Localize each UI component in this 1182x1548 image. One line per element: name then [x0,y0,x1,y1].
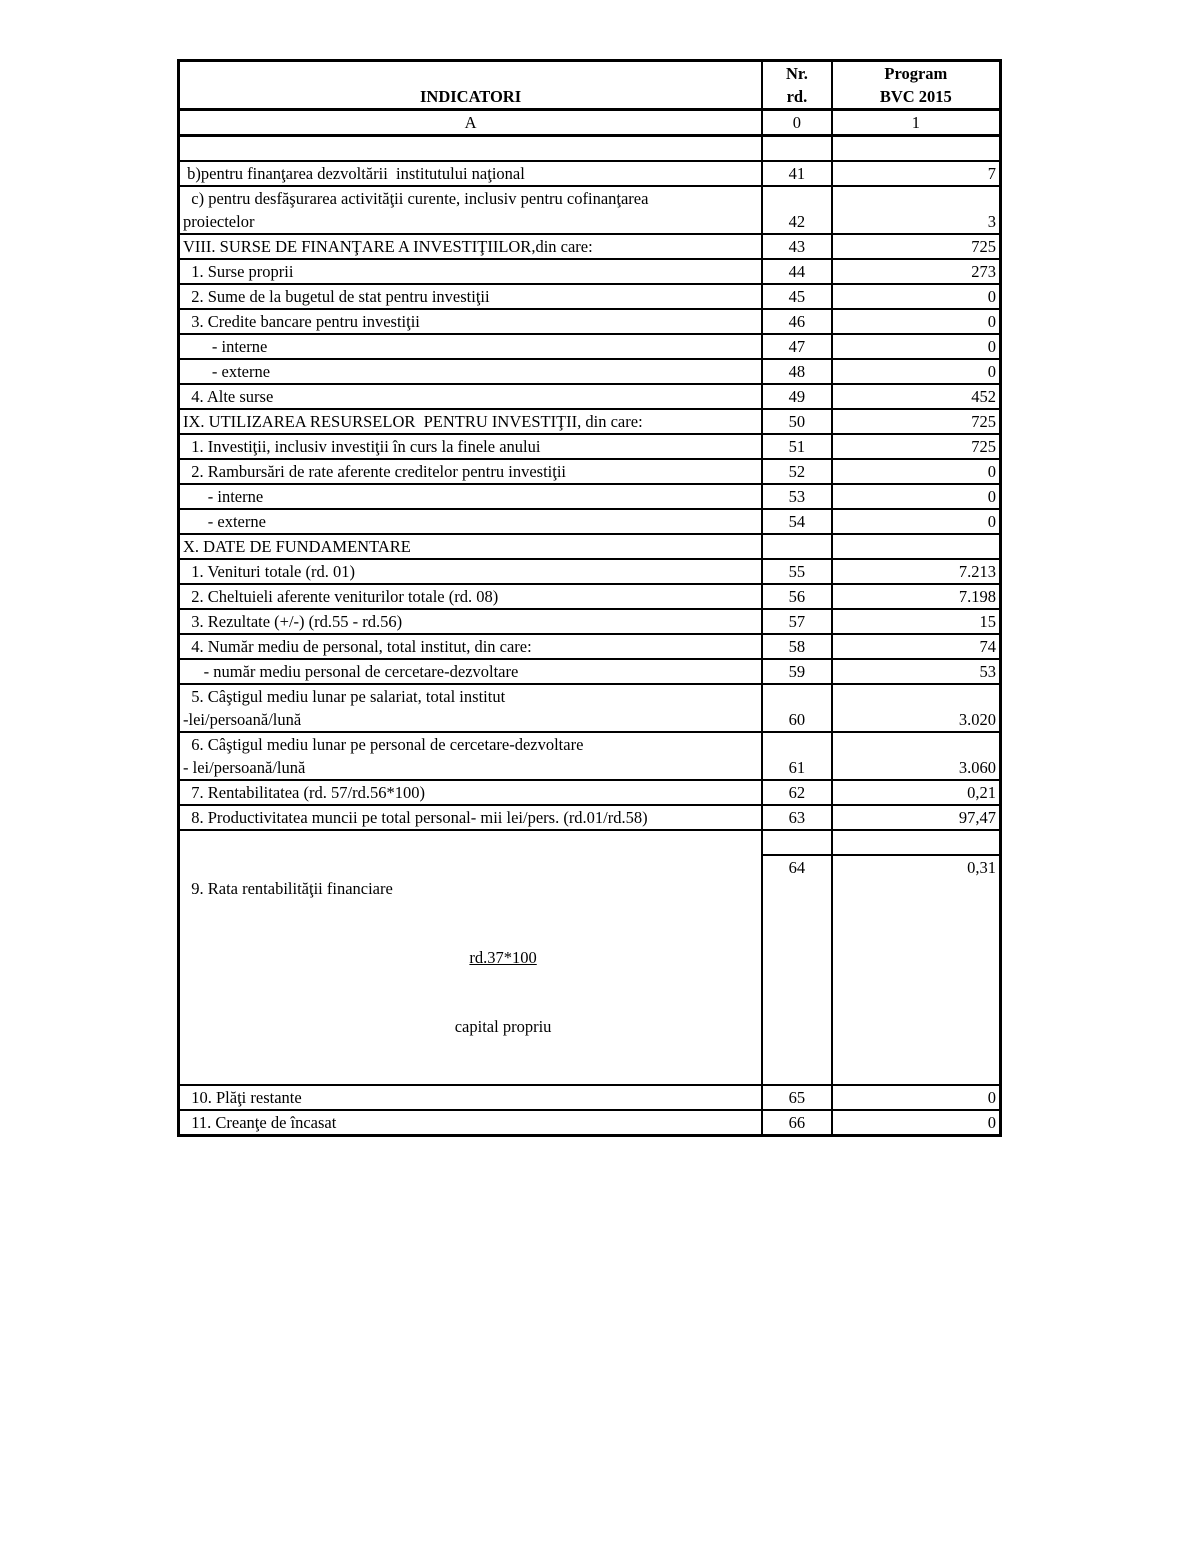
row-value: 7 [832,161,1001,186]
table-row [179,609,1001,634]
table-row [179,732,1001,780]
row-number [762,534,832,559]
row-number: 60 [762,684,832,732]
row-value: 0 [832,484,1001,509]
table-row [179,559,1001,584]
header-nr-rd: Nr. rd. [762,61,832,110]
row-value: 0 [832,509,1001,534]
table-row [179,534,1001,559]
row-number: 48 [762,359,832,384]
row-label: 4. Alte surse [179,384,763,409]
table-row [179,434,1001,459]
row-label: b)pentru finanţarea dezvoltării institutului naţional [179,161,763,186]
table-row [179,161,1001,186]
row-number: 62 [762,780,832,805]
row-value: 0 [832,359,1001,384]
row-number: 66 [762,1110,832,1136]
row-label: IX. UTILIZAREA RESURSELOR PENTRU INVESTIŢII, din care: [179,409,763,434]
table-row [179,259,1001,284]
row-label: - interne [179,334,763,359]
row-number: 51 [762,434,832,459]
row-number: 57 [762,609,832,634]
row-number: 64 [762,830,832,1085]
row-number: 46 [762,309,832,334]
row-label [179,830,763,1085]
row-value: 3.060 [832,732,1001,780]
row-number: 54 [762,509,832,534]
row-label: 5. Câştigul mediu lunar pe salariat, total institut -lei/persoană/lună [179,684,763,732]
row-label: X. DATE DE FUNDAMENTARE [179,534,763,559]
row-label: - număr mediu personal de cercetare-dezvoltare [179,659,763,684]
row-label: 2. Rambursări de rate aferente creditelor pentru investiţii [179,459,763,484]
row-label: 1. Investiţii, inclusiv investiţii în curs la finele anului [179,434,763,459]
row-value: 3.020 [832,684,1001,732]
row-number: 61 [762,732,832,780]
row-label: VIII. SURSE DE FINANŢARE A INVESTIŢIILOR,din care: [179,234,763,259]
row-value: 0 [832,1085,1001,1110]
row-number: 45 [762,284,832,309]
row-value: 97,47 [832,805,1001,830]
row-label: 10. Plăţi restante [179,1085,763,1110]
row-label: - externe [179,359,763,384]
row-value: 725 [832,234,1001,259]
row-label: 3. Credite bancare pentru investiţii [179,309,763,334]
row-number: 52 [762,459,832,484]
row-label: 7. Rentabilitatea (rd. 57/rd.56*100) [179,780,763,805]
row-label: 1. Surse proprii [179,259,763,284]
row-label: 3. Rezultate (+/-) (rd.55 - rd.56) [179,609,763,634]
row-value: 7.213 [832,559,1001,584]
header-indicatori: INDICATORI [179,61,763,110]
row-number: 53 [762,484,832,509]
column-letters-row [179,110,1001,136]
row-number: 55 [762,559,832,584]
row-number: 56 [762,584,832,609]
row-number: 42 [762,186,832,234]
row-value: 0 [832,459,1001,484]
table-row [179,186,1001,234]
row-label: 11. Creanţe de încasat [179,1110,763,1136]
row-label: 2. Sume de la bugetul de stat pentru investiţii [179,284,763,309]
header-program: Program BVC 2015 [832,61,1001,110]
row-value: 0,21 [832,780,1001,805]
fraction-denominator: capital propriu [454,1017,552,1036]
row-number: 58 [762,634,832,659]
spacer-cell [179,136,763,162]
row-label: 6. Câştigul mediu lunar pe personal de cercetare-dezvoltare - lei/persoană/lună [179,732,763,780]
table-row [179,309,1001,334]
table-row [179,780,1001,805]
row-number: 44 [762,259,832,284]
table-header-row [179,61,1001,110]
table-row [179,509,1001,534]
spacer-cell [832,136,1001,162]
table-row [179,1085,1001,1110]
row-number: 47 [762,334,832,359]
row-value: 725 [832,409,1001,434]
table-row [179,234,1001,259]
table-row [179,830,1001,1085]
column-letter-val: 1 [832,110,1001,136]
table-row [179,384,1001,409]
row-value: 725 [832,434,1001,459]
table-row [179,409,1001,434]
row-value: 0 [832,1110,1001,1136]
table-row [179,334,1001,359]
row-value: 273 [832,259,1001,284]
row-number: 49 [762,384,832,409]
table-row [179,459,1001,484]
row-value: 0,31 [832,830,1001,1085]
row-value [832,534,1001,559]
row-label: c) pentru desfăşurarea activităţii curente, inclusiv pentru cofinanţarea proiectelor [179,186,763,234]
column-letter-a: A [179,110,763,136]
row-label-line: 9. Rata rentabilităţii financiare [183,879,393,898]
row-value: 15 [832,609,1001,634]
row-value: 0 [832,334,1001,359]
row-number: 65 [762,1085,832,1110]
row-value: 0 [832,284,1001,309]
row-value: 452 [832,384,1001,409]
spacer-cell [762,136,832,162]
table-row [179,659,1001,684]
spacer-row [179,136,1001,162]
table-row [179,359,1001,384]
row-value: 74 [832,634,1001,659]
table-row [179,805,1001,830]
table-row [179,284,1001,309]
bvc-indicators-table [177,59,1002,1137]
row-number: 63 [762,805,832,830]
row-value: 3 [832,186,1001,234]
row-label: - interne [179,484,763,509]
row-label: 2. Cheltuieli aferente veniturilor totale (rd. 08) [179,584,763,609]
table-row [179,684,1001,732]
row-label: - externe [179,509,763,534]
row-value: 7.198 [832,584,1001,609]
row-number: 43 [762,234,832,259]
table-row [179,634,1001,659]
row-value: 53 [832,659,1001,684]
column-letter-nr: 0 [762,110,832,136]
table-row [179,484,1001,509]
row-value: 0 [832,309,1001,334]
row-label: 1. Venituri totale (rd. 01) [179,559,763,584]
row-number: 50 [762,409,832,434]
row-label: 4. Număr mediu de personal, total institut, din care: [179,634,763,659]
row-number: 41 [762,161,832,186]
table-row [179,584,1001,609]
table-row [179,1110,1001,1136]
fraction-numerator: rd.37*100 [469,948,537,967]
row-number: 59 [762,659,832,684]
row-label: 8. Productivitatea muncii pe total personal- mii lei/pers. (rd.01/rd.58) [179,805,763,830]
